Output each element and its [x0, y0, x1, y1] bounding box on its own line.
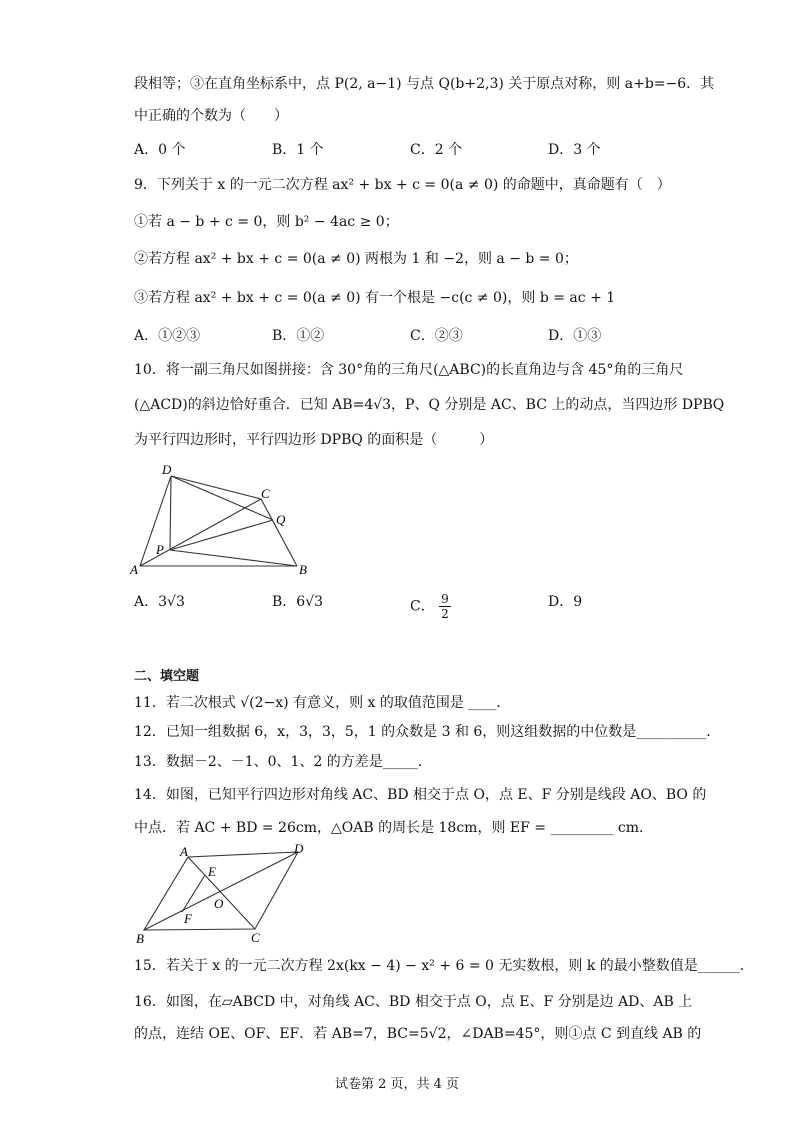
- q10-option-b: B．6√3: [272, 594, 324, 610]
- q10-edge-pq: [170, 520, 273, 550]
- q15: 15．若关于 x 的一元二次方程 2x(kx − 4) − x² + 6 = 0 无实数根，则 k 的最小整数值是______．: [134, 958, 754, 974]
- q10-edge-pb: [170, 550, 297, 566]
- q9-stem: 9．下列关于 x 的一元二次方程 ax² + bx + c = 0(a ≠ 0) 的命题中，真命题有（ ）: [134, 177, 671, 193]
- q10-label-b: B: [299, 562, 307, 577]
- q10-option-c-numerator: 9: [441, 592, 449, 606]
- q10-option-c: [410, 592, 451, 621]
- q14-line1: 14．如图，已知平行四边形对角线 AC、BD 相交于点 O，点 E、F 分别是线段 AO、BO 的: [134, 787, 707, 803]
- q10-line3: 为平行四边形时，平行四边形 DPBQ 的面积是（ ）: [134, 432, 494, 448]
- q9-statement-3: ③若方程 ax² + bx + c = 0(a ≠ 0) 有一个根是 −c(c ≠ 0)，则 b = ac + 1: [134, 290, 616, 306]
- q9-option-a: A．①②③: [134, 328, 201, 344]
- page-footer: 试卷第 2 页，共 4 页: [334, 1077, 460, 1092]
- q14-label-b: B: [136, 931, 144, 946]
- q10-line1: 10．将一副三角尺如图拼接：含 30°角的三角尺(△ABC)的长直角边与含 45°角的三角尺: [134, 362, 684, 378]
- q10-label-p: P: [156, 542, 164, 557]
- q8-option-d: D．3 个: [548, 142, 601, 158]
- q10-label-q: Q: [276, 512, 286, 527]
- q10-option-c-label: C．: [410, 598, 435, 615]
- q9-statement-1: ①若 a − b + c = 0，则 b² − 4ac ≥ 0；: [134, 214, 399, 230]
- q10-label-d: D: [162, 462, 172, 477]
- q11: 11．若二次根式 √(2−x) 有意义，则 x 的取值范围是 ____．: [134, 695, 511, 711]
- q8-option-c: C．2 个: [410, 142, 463, 158]
- q14-label-d: D: [294, 842, 304, 856]
- q10-option-d: D．9: [548, 594, 583, 610]
- q9-statement-2: ②若方程 ax² + bx + c = 0(a ≠ 0) 两根为 1 和 −2，则 a − b = 0；: [134, 251, 578, 267]
- q10-line2: (△ACD)的斜边恰好重合．已知 AB=4√3，P、Q 分别是 AC、BC 上的动点，当四边形 DPBQ: [134, 397, 725, 413]
- q8-option-a: A．0 个: [134, 142, 186, 158]
- q16-line1: 16．如图，在▱ABCD 中，对角线 AC、BD 相交于点 O，点 E、F 分别是边 AD、AB 上: [134, 994, 693, 1010]
- q14-label-c: C: [251, 930, 260, 945]
- q8-line1: 段相等；③在直角坐标系中，点 P(2, a−1) 与点 Q(b+2,3) 关于原点对称，则 a+b=−6．其: [134, 76, 715, 92]
- q14-label-o: O: [214, 896, 224, 911]
- q9-option-b: B．①②: [272, 328, 325, 344]
- q14-label-e: E: [208, 864, 216, 879]
- q13: 13．数据－2、－1、0、1、2 的方差是_____．: [134, 754, 432, 770]
- q8-option-b: B．1 个: [272, 142, 324, 158]
- q14-diagonal-ac: [188, 857, 255, 929]
- q10-label-a: A: [130, 562, 138, 577]
- q14-label-a: A: [180, 844, 188, 859]
- q10-label-c: C: [261, 486, 270, 501]
- q14-segment-ef: [182, 875, 205, 912]
- q10-option-c-fraction: [439, 592, 451, 621]
- q9-option-c: C．②③: [410, 328, 463, 344]
- q10-edge-dp: [170, 476, 171, 550]
- q10-option-a: A．3√3: [134, 594, 185, 610]
- q8-line2: 中正确的个数为（ ）: [134, 108, 288, 124]
- section-title-fill-in: 二、填空题: [134, 669, 200, 684]
- q14-figure: [134, 842, 314, 946]
- q10-figure: [128, 458, 318, 578]
- q14-label-f: F: [184, 911, 192, 926]
- q16-line2: 的点，连结 OE、OF、EF．若 AB=7，BC=5√2，∠DAB=45°，则①点 C 到直线 AB 的: [134, 1026, 702, 1042]
- q12: 12．已知一组数据 6，x，3，3，5，1 的众数是 3 和 6，则这组数据的中位数是__________．: [134, 724, 721, 740]
- q9-option-d: D．①③: [548, 328, 602, 344]
- q14-line2: 中点．若 AC + BD = 26cm，△OAB 的周长是 18cm，则 EF = _________ cm．: [134, 820, 654, 836]
- q10-option-c-denominator: 2: [441, 607, 449, 621]
- q10-edge-bc: [261, 499, 297, 566]
